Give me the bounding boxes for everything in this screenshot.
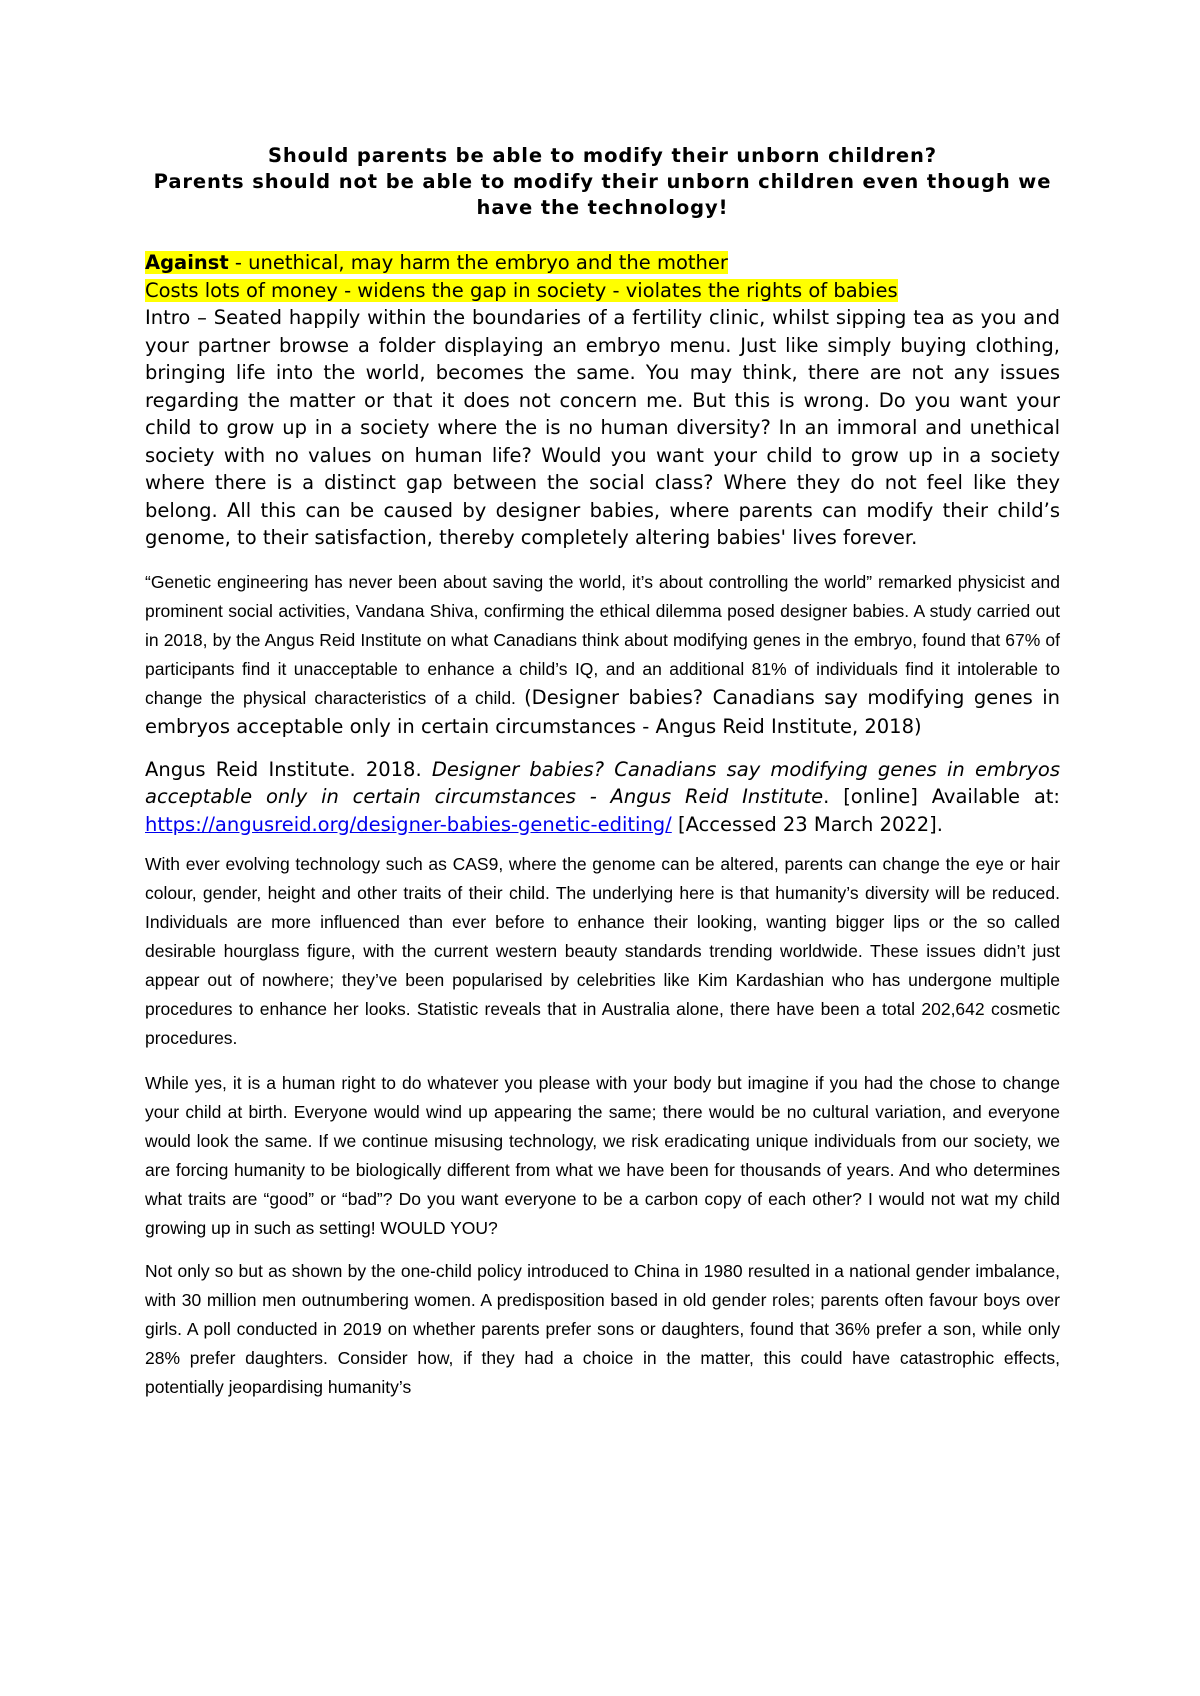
document-title-thesis: Parents should not be able to modify their unborn children even though we have the technology! — [153, 170, 1052, 219]
intro-paragraph: Intro – Seated happily within the boundaries of a fertility clinic, whilst sipping tea as you and your partner browse a folder displaying an embryo menu. Just like simply buying clothing, bringing life into the world, becomes the same. You may think, there are not any issues regarding the matter or that it does not concern me. But this is wrong. Do you want your child to grow up in a society where the is no human diversity? In an immoral and unethical society with no values on human life? Would you want your child to grow up in a society where there is a distinct gap between the social class? Where they do not feel like they belong. All this can be caused by designer babies, where parents can modify their child’s genome, to their satisfaction, thereby completely altering babies' lives forever. — [145, 306, 1060, 549]
quote-citation: (Designer babies? Canadians say modifying genes in embryos acceptable only in certain circumstances - Angus Reid Institute, 2018) — [145, 685, 1060, 738]
document-content — [145, 143, 1060, 1402]
quote-paragraph-text: “Genetic engineering has never been about saving the world, it’s about controlling the world” remarked physicist and prominent social activities, Vandana Shiva, confirming the ethical dilemma posed designer babies. A study carried out in 2018, by the Angus Reid Institute on what Canadians think about modifying genes in the embryo, found that 67% of participants find it unacceptable to enhance a child’s IQ, and an additional 81% of individuals find it intolerable to change the physical characteristics of a child. — [145, 571, 1060, 708]
reference-prefix: Angus Reid Institute. 2018. — [145, 757, 432, 781]
costs-points: Costs lots of money - widens the gap in society - violates the rights of babies — [145, 278, 898, 302]
reference-link[interactable]: https://angusreid.org/designer-babies-genetic-editing/ — [145, 812, 672, 836]
one-child-paragraph: Not only so but as shown by the one-child policy introduced to China in 1980 resulted in a national gender imbalance, with 30 million men outnumbering women. A predisposition based in old gender roles; parents often favour boys over girls. A poll conducted in 2019 on whether parents prefer sons or daughters, found that 36% prefer a son, while only 28% prefer daughters. Consider how, if they had a choice in the matter, this could have catastrophic effects, potentially jeopardising humanity’s — [145, 1261, 1060, 1397]
against-label: Against — [145, 251, 229, 274]
document-title-question: Should parents be able to modify their unborn children? — [267, 144, 938, 167]
reference-middle: . [online] Available at: — [823, 785, 1060, 808]
technology-paragraph: With ever evolving technology such as CAS9, where the genome can be altered, parents can change the eye or hair colour, gender, height and other traits of their child. The underlying here is that humanity’s diversity will be reduced. Individuals are more influenced than ever before to enhance their looking, wanting bigger lips or the so called desirable hourglass figure, with the current western beauty standards trending worldwide. These issues didn’t just appear out of nowhere; they’ve been popularised by celebrities like Kim Kardashian who has undergone multiple procedures to enhance her looks. Statistic reveals that in Australia alone, there have been a total 202,642 cosmetic procedures. — [145, 854, 1060, 1048]
against-line — [145, 249, 1060, 277]
human-right-paragraph: While yes, it is a human right to do whatever you please with your body but imagine if you had the chose to change your child at birth. Everyone would wind up appearing the same; there would be no cultural variation, and everyone would look the same. If we continue misusing technology, we risk eradicating unique individuals from our society, we are forcing humanity to be biologically different from what we have been for thousands of years. And who determines what traits are “good” or “bad”? Do you want everyone to be a carbon copy of each other? I would not wat my child growing up in such as setting! WOULD YOU? — [145, 1073, 1060, 1238]
highlighted-summary — [145, 249, 1060, 552]
reference-suffix: [Accessed 23 March 2022]. — [671, 812, 943, 836]
costs-line — [145, 277, 1060, 305]
against-points: - unethical, may harm the embryo and the mother — [228, 251, 728, 274]
reference-title: Designer babies? Canadians say modifying genes in embryos acceptable only in certain circumstances - Angus Reid Institute — [145, 757, 1060, 808]
quote-paragraph — [145, 568, 1060, 742]
reference-entry — [145, 756, 1060, 839]
